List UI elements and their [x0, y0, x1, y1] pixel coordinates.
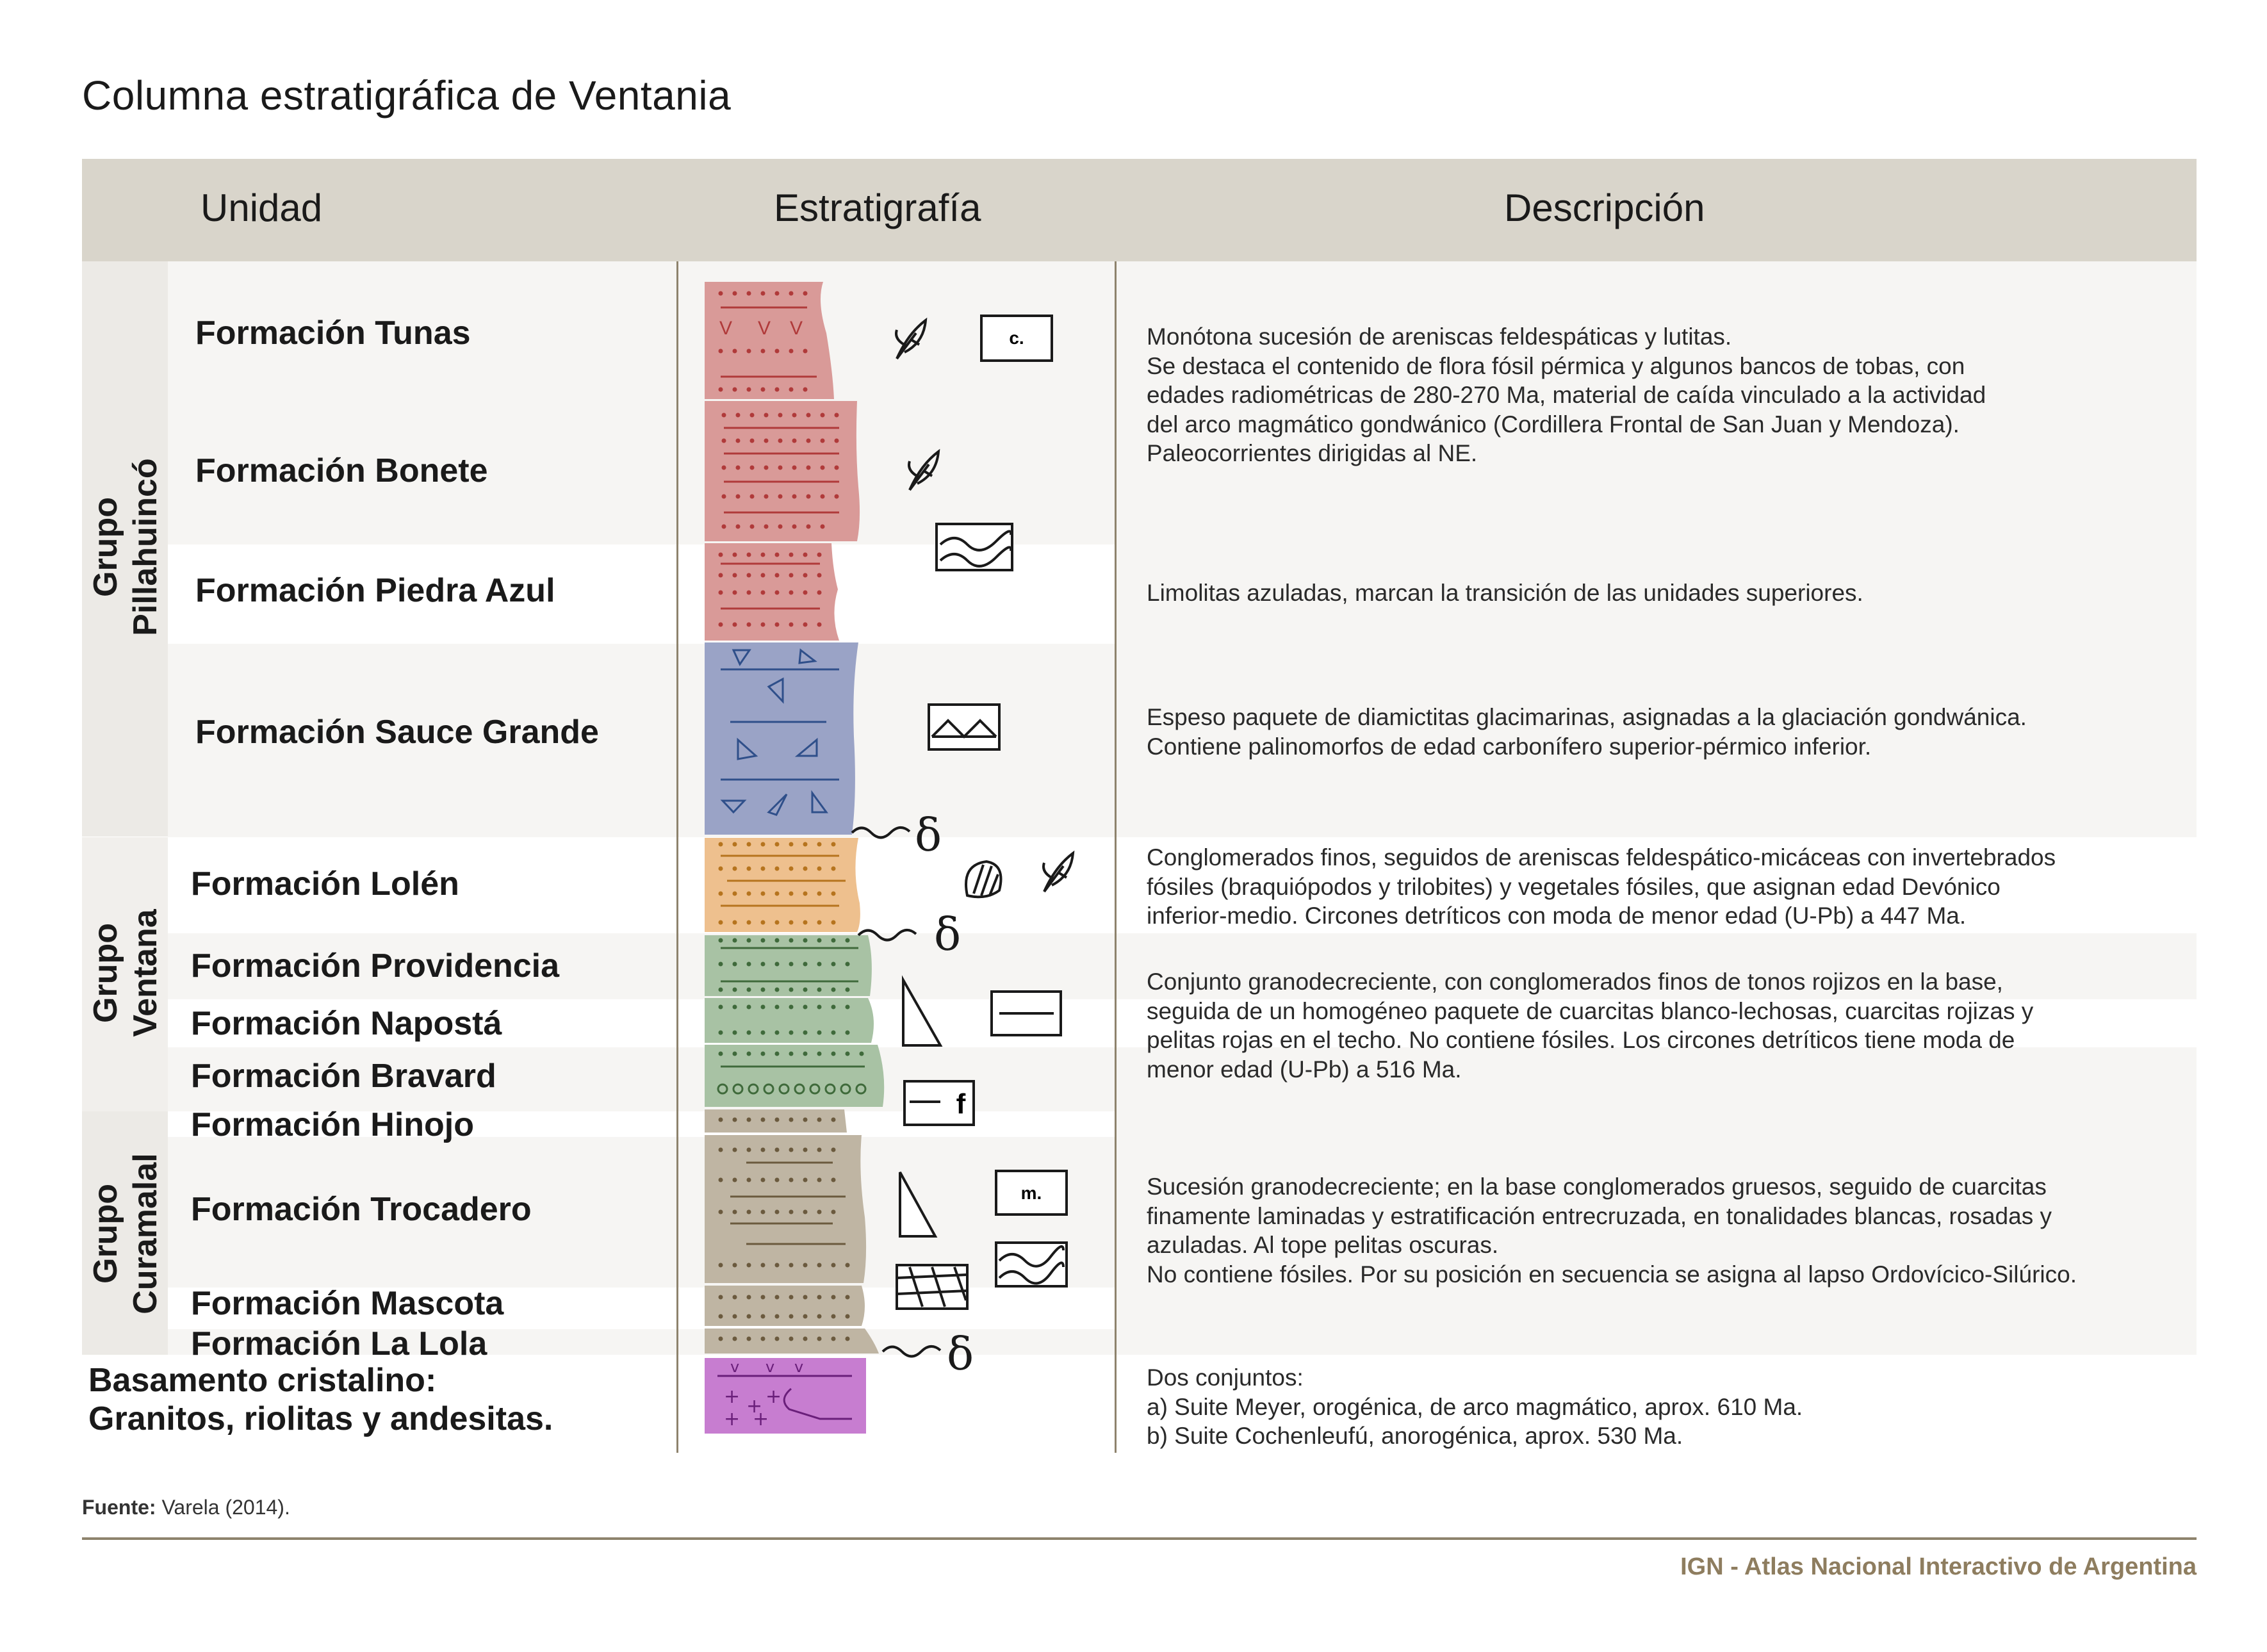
source-note: Fuente: Varela (2014). [82, 1496, 290, 1519]
description-ventana-lower: Conjunto granodecreciente, con conglomerados finos de tonos rojizos en la base, seguida de un homogéneo paquete de cuarcitas blanco-lechosas, cuarcitas rojizas y pelitas rojas en el techo. No contiene fósiles. Los circones detríticos tiene moda de menor edad (U-Pb) a 516 Ma. [1147, 969, 2034, 1083]
leaf-icon [909, 452, 938, 490]
layer-la-lola [705, 1329, 879, 1353]
marine-label: m. [1020, 1183, 1042, 1203]
svg-text:+: + [753, 1408, 769, 1430]
leaf-icon [1043, 853, 1073, 892]
shell-icon [966, 862, 1001, 897]
header-desc: Descripción [1504, 186, 1705, 229]
svg-text:+: + [765, 1386, 782, 1408]
group-label-ventana: Grupo Ventana [87, 909, 164, 1037]
description-lolen: Conglomerados finos, seguidos de areniscas feldespático-micáceas con invertebrados fósiles (braquiópodos y trilobites) y vegetales fósiles, que asignan edad Devónico inferior-medio. Circones detríticos con moda de menor edad (U-Pb) a 447 Ma. [1147, 844, 2056, 929]
fossil-box-icon [904, 1081, 974, 1125]
basement-label: Basamento cristalino: Granitos, riolitas y andesitas. [88, 1362, 553, 1437]
svg-text:v: v [794, 1358, 804, 1376]
unit-name: Formación Trocadero [191, 1191, 532, 1228]
fining-upward-icon [903, 980, 940, 1045]
unit-name: Formación La Lola [191, 1325, 487, 1362]
svg-text:V: V [758, 318, 771, 339]
trough-bedding-icon [897, 1265, 967, 1309]
delta-icon: δ [934, 908, 962, 961]
description-curamalal: Sucesión granodecreciente; en la base conglomerados gruesos, seguido de cuarcitas finamente laminadas y estratificación entrecruzada, en tonalidades blancas, rosadas y azuladas. Al tope pelitas oscuras. No contiene fósiles. Por su posición en secuencia se asigna al lapso Ordovícico-Silúrico. [1147, 1174, 2077, 1288]
svg-text:+: + [724, 1386, 741, 1408]
delta-icon: δ [947, 1328, 974, 1380]
svg-text:v: v [730, 1358, 740, 1376]
description-tunas-bonete: Monótona sucesión de areniscas feldespáticas y lutitas. Se destaca el contenido de flora fósil pérmica y algunos bancos de tobas, con edades radiométricas de 280-270 Ma, material de caída vinculado a la actividad del arco magmático gondwánico (Cordillera Frontal de San Juan y Mendoza). Paleocorrientes dirigidas al NE. [1147, 323, 1986, 466]
unit-name: Formación Tunas [195, 315, 471, 352]
svg-text:+: + [724, 1408, 741, 1430]
unit-name: Formación Hinojo [191, 1106, 474, 1143]
footer-credit: IGN - Atlas Nacional Interactivo de Argentina [1680, 1553, 2197, 1580]
description-sauce-grande: Espeso paquete de diamictitas glacimarinas, asignadas a la glaciación gondwánica. Contiene palinomorfos de edad carbonífero superior-pérmico inferior. [1147, 704, 2027, 760]
leaf-icon [896, 320, 926, 359]
group-label-curamalal: Grupo Curamalal [87, 1153, 164, 1314]
layer-bravard [705, 1045, 884, 1107]
page-title: Columna estratigráfica de Ventania [82, 72, 732, 119]
fining-upward-icon [900, 1172, 935, 1236]
header-strat: Estratigrafía [774, 186, 981, 229]
unit-name: Formación Bravard [191, 1058, 496, 1095]
group-label-pillahuinco: Grupo Pillahuincó [87, 458, 164, 636]
header-unit: Unidad [201, 186, 323, 229]
svg-text:+: + [746, 1395, 763, 1418]
cross-bedding-icon [996, 1243, 1067, 1286]
svg-text:V: V [790, 318, 803, 339]
layer-mascota [705, 1286, 865, 1326]
fossil-label: f [956, 1088, 966, 1120]
svg-text:v: v [765, 1358, 775, 1376]
delta-icon: δ [915, 809, 942, 862]
plane-bedding-icon [992, 992, 1061, 1035]
layer-tunas [705, 282, 834, 399]
unit-name: Formación Napostá [191, 1005, 502, 1042]
footer-rule [82, 1537, 2197, 1540]
unit-name: Formación Mascota [191, 1285, 504, 1322]
marine-box-icon [996, 1171, 1067, 1214]
svg-text:V: V [719, 318, 733, 339]
unit-name: Formación Sauce Grande [195, 714, 599, 751]
layer-bonete [705, 401, 860, 541]
description-piedra-azul: Limolitas azuladas, marcan la transición de las unidades superiores. [1147, 580, 1863, 606]
ripple-icon [929, 705, 999, 749]
unit-name: Formación Bonete [195, 452, 488, 489]
layer-trocadero [705, 1135, 866, 1283]
layer-naposta [705, 998, 874, 1043]
description-basement: Dos conjuntos: a) Suite Meyer, orogénica, de arco magmático, aprox. 610 Ma. b) Suite Cochenleufú, anorogénica, aprox. 530 Ma. [1147, 1364, 1803, 1449]
unit-name: Formación Piedra Azul [195, 572, 555, 609]
cross-bedding-icon [937, 524, 1012, 570]
unit-name: Formación Providencia [191, 947, 560, 985]
tuff-label: c. [1009, 328, 1024, 348]
unit-name: Formación Lolén [191, 865, 459, 903]
layer-lolen [705, 838, 860, 932]
